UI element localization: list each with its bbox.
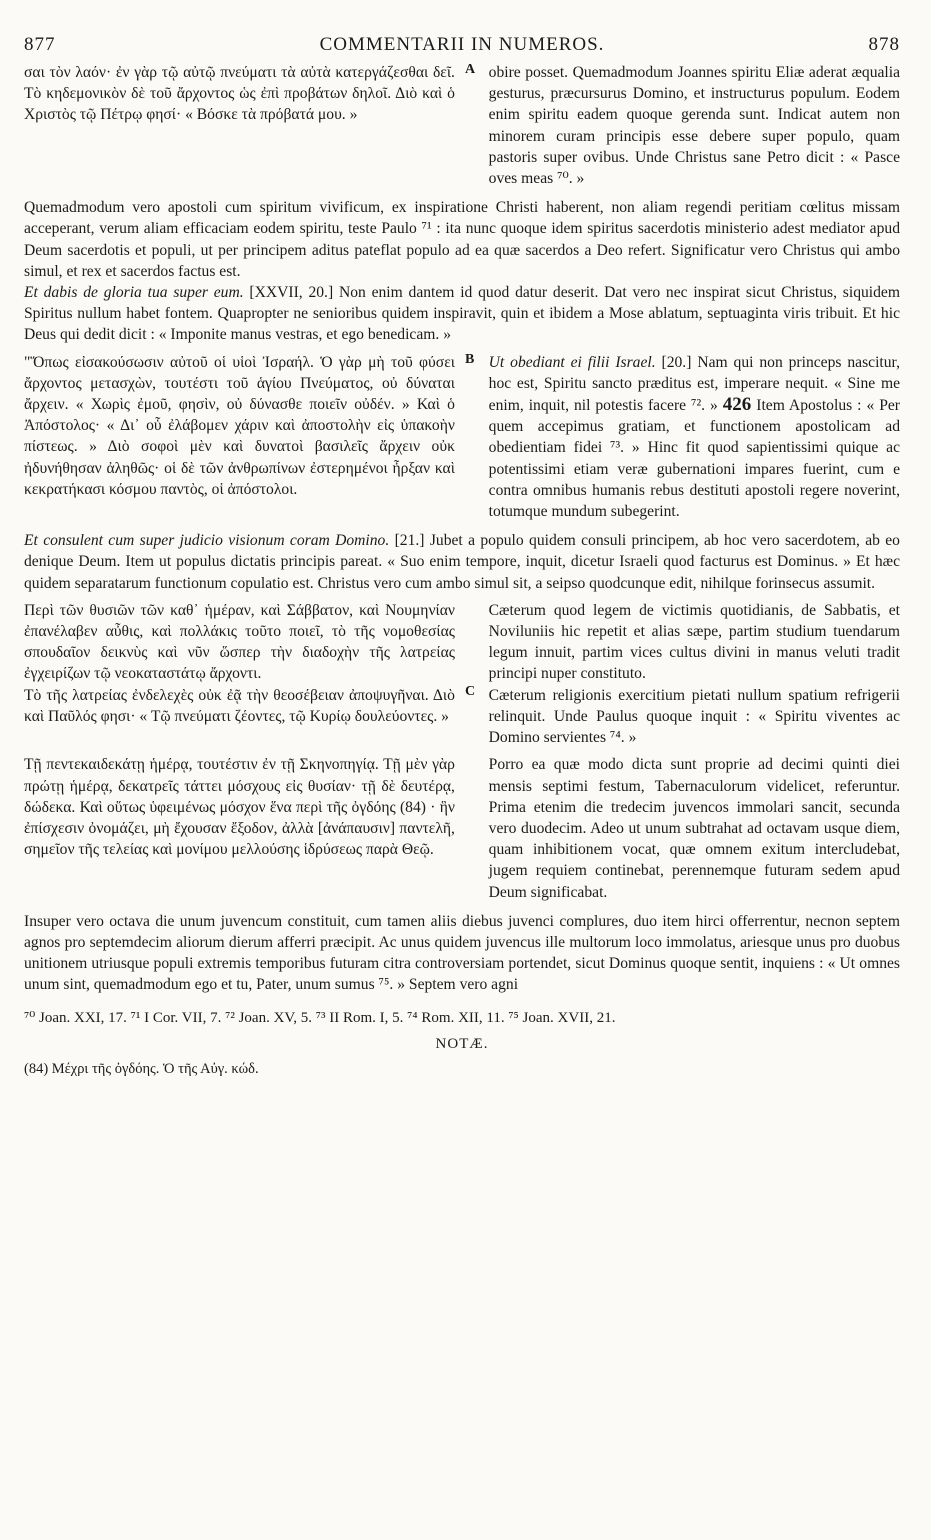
verse-ref: [20.] (661, 353, 692, 371)
lemma: Et consulent cum super judicio visionum coram Domino. (24, 532, 390, 550)
greek-text: "Ὅπως εἰσακούσωσιν αὐτοῦ οἱ υἱοὶ Ἰσραήλ. Ὁ γὰρ μὴ τοῦ φύσει ἄρχοντος μετασχὼν, τουτέστι τοῦ ἁγίου Πνεύματος, οὐ δύναται ἄρχειν. « Χωρὶς ἐμοῦ, φησὶν, οὐ δύνασθε ποιεῖν οὐδέν. » Καὶ ὁ Ἀπόστολος· « Δι᾽ οὗ ἐλάβομεν χάριν καὶ ἀποστολὴν εἰς ὑπακοὴν πίστεως. » Διὸ σοφοὶ μὲν καὶ δυνατοὶ βασιλεῖς ἄρχειν οὐκ ἠδυνήθησαν ἀληθῶς· οἱ δὲ τῶν ἀνθρωπίνων ἐστερημένοι ἦρξαν καὶ κεκρατήκασι κόσμου παντὸς, οἱ ἀπόστολοι. (24, 353, 455, 498)
running-title: COMMENTARII IN NUMEROS. (319, 34, 605, 55)
latin-paragraph (24, 530, 900, 594)
latin-paragraph (24, 282, 900, 346)
greek-text: σαι τὸν λαόν· ἐν γὰρ τῷ αὐτῷ πνεύματι τὰ αὐτὰ κατεργάζεσθαι δεῖ. Τὸ κηδεμονικὸν δὲ τοῦ ἄρχοντος ὡς ἐπὶ προβάτων δηλοῖ. Διὸ καὶ ὁ Χριστὸς τῷ Πέτρῳ φησί· « Βόσκε τὰ πρόβατά μου. » (24, 64, 455, 124)
latin-column (479, 600, 900, 748)
latin-sentence: Item Apostolus : « Per quem accepimus gratiam, et functionem apostolicam ad obedientiam fidei ⁷³. » Hinc fit quod sapientissimi quique ac potentissimi etiam veræ gubernationi impares fuerint, cum e contra omnibus humanis rebus destituti apostoli regere noverint, totumque mundum subegerint. (488, 397, 900, 521)
footnotes: ⁷⁰ Joan. XXI, 17. ⁷¹ I Cor. VII, 7. ⁷² Joan. XV, 5. ⁷³ II Rom. I, 5. ⁷⁴ Rom. XII, 11. ⁷⁵ Joan. XVII, 21. (24, 1009, 616, 1026)
parallel-block-d (24, 754, 900, 902)
page (24, 34, 900, 1080)
latin-paragraph: Insuper vero octava die unum juvencum constituit, cum tamen aliis diebus juvenci complures, duo item hirci offerrentur, necnon septem agnos pro septemdecim aliorum dierum afferri præcipit. Ac unus quidem juvencus ille multorum loco immolatus, ariesque unus pro duobus unitionem utriusque populi extremis temporibus futuram citra controversiam portendet, sicut Dominus quoque sentit, inquiens : « Ut omnes unum sint, quemadmodum ego et tu, Pater, unum sumus ⁷⁵. » Septem vero agni (24, 912, 900, 994)
column-number: 426 (722, 394, 752, 416)
notes-heading: NOTÆ. (435, 1035, 489, 1052)
latin-text: obire posset. Quemadmodum Joannes spiritu Eliæ aderat æqualia gesturus, præcursurus Domino, et instructurus populum. Eodem enim spiritu eadem quoque gerenda sunt. Indicat autem non minorem curam principis esse debere super populo, quam pastoris super ovibus. Unde Christus sane Petro dicit : « Pasce oves meas ⁷⁰. » (488, 64, 900, 188)
section-marker: A (464, 62, 476, 77)
greek-text: Περὶ τῶν θυσιῶν τῶν καθ᾽ ἡμέραν, καὶ Σάββατον, καὶ Νουμηνίαν ἐπανέλαβεν αὖθις, καὶ πολλάκις τοῦτο ποιεῖ, τὸ τῆς νομοθεσίας σπουδαῖον δεικνὺς καὶ νῦν ὥσπερ τὴν διαδοχὴν τῆς λατρείας ἐγχειρίζων τῷ νεοκαταστάτῳ ἄρχοντι. (24, 601, 455, 683)
lemma: Ut obediant ei filii Israel. (488, 353, 656, 371)
verse-ref: [XXVII, 20.] (249, 284, 334, 302)
commentary: Non enim dantem id quod datur deserit. Dat vero nec inspirat sicut Christus, siquidem Spiritus nullum habet fontem. Quapropter ne senioribus quidem inspiravit, quin et ibidem a Mose ablatum, septuaginta viris tribuit. Et hic Deus qui dedit dicit : « Imponite manus vestras, et ego benedicam. » (24, 284, 900, 344)
page-header (24, 34, 900, 56)
latin-text: Porro ea quæ modo dicta sunt proprie ad decimi quinti diei mensis septimi festum, Tabernaculorum videlicet, referuntur. Prima etenim die tredecim juvencos immolari sancit, secunda vero duodecim. Adeo ut unum subtrahat ad octavam usque diem, quam inhibitionem vocat, quæ omnem exitum intercludebat, jugem requiem continebat, perennemque futuram sedem apud Deum significabat. (488, 756, 900, 901)
left-page-number: 877 (24, 34, 56, 55)
parallel-block-b (24, 352, 900, 523)
latin-paragraph: Quemadmodum vero apostoli cum spiritum vivificum, ex inspiratione Christi haberent, non aliam regendi peritiam cœlitus missam acceperant, verum aliam efficaciam eodem spiritu, teste Paulo ⁷¹ : ita nunc quoque idem spiritus sacerdotis ministerio adest mediator apud Deum sacerdotis et populi, ut per principem aditus pateflat populo ad ea quæ sacerdos a Deo refert. Significatur vero Christus qui ambo simul, et rex et sacerdos factus est. (24, 199, 900, 280)
latin-sentence: Nam qui non princeps nascitur, hoc est, Spiritu sancto præditus est, imperare nequit. « Sine me enim, inquit, nil potestis facere ⁷². » (488, 353, 900, 415)
verse-ref: [21.] (394, 532, 425, 550)
lemma: Et dabis de gloria tua super eum. (24, 284, 244, 302)
section-marker: C (464, 683, 476, 699)
greek-column (24, 600, 465, 748)
section-marker: B (464, 351, 475, 367)
greek-text: Τῇ πεντεκαιδεκάτῃ ἡμέρᾳ, τουτέστιν ἐν τῇ Σκηνοπηγίᾳ. Τῇ μὲν γὰρ πρώτῃ ἡμέρᾳ, δεκατρεῖς τάττει μόσχους εἰς θυσίαν· τῇ δὲ δευτέρᾳ, δώδεκα. Καὶ οὕτως ὑφειμένως μόσχον ἕνα περὶ τῆς ὀγδόης (84) · ἣν ἐπίσχεσιν ὀνομάζει, μὴ ἔχουσαν ἔξοδον, ἀλλὰ [ἀνάπαυσιν] παντελῆ, σημεῖον τῆς τελείας καὶ μονίμου μελλούσης ἱδρύσεως παρὰ Θεῷ. (24, 756, 455, 859)
parallel-block-a (24, 62, 900, 189)
parallel-block-c (24, 600, 900, 748)
commentary: Jubet a populo quidem consuli principem, ab hoc vero sacerdotem, ab eo denique Deum. Item ut populus dictatis principis pareat. « Suo enim tempore, inquit, dicetur Israeli quod facturus est Dominus. » Et hæc quidem separatarum functionum copulatio est. Christus vero cum ambo simul sit, a seipso quodcunque edit, nihilque forinsecus assumit. (24, 532, 900, 592)
latin-text (479, 352, 900, 523)
note-84: (84) Μέχρι τῆς ὀγδόης. Ὁ τῆς Αὐγ. κώδ. (24, 1060, 259, 1077)
right-page-number: 878 (868, 34, 900, 55)
latin-text: Cæterum quod legem de victimis quotidianis, de Sabbatis, et Noviluniis hic repetit et alias sæpe, partim studium tuendarum legum innuit, partim vices cultus divini in manus veluti tradit principi nuper constituto. (488, 601, 900, 683)
latin-text: Cæterum religionis exercitium pietati nullum spatium refrigerii relinquit. Unde Paulus quoque inquit : « Spiritu viventes ac Domino servientes ⁷⁴. » (488, 686, 900, 747)
greek-text: Τὸ τῆς λατρείας ἐνδελεχὲς οὐκ ἐᾷ τὴν θεοσέβειαν ἀποψυγῆναι. Διὸ καὶ Παῦλός φησι· « Τῷ πνεύματι ζέοντες, τῷ Κυρίῳ δουλεύοντες. » (24, 686, 455, 725)
